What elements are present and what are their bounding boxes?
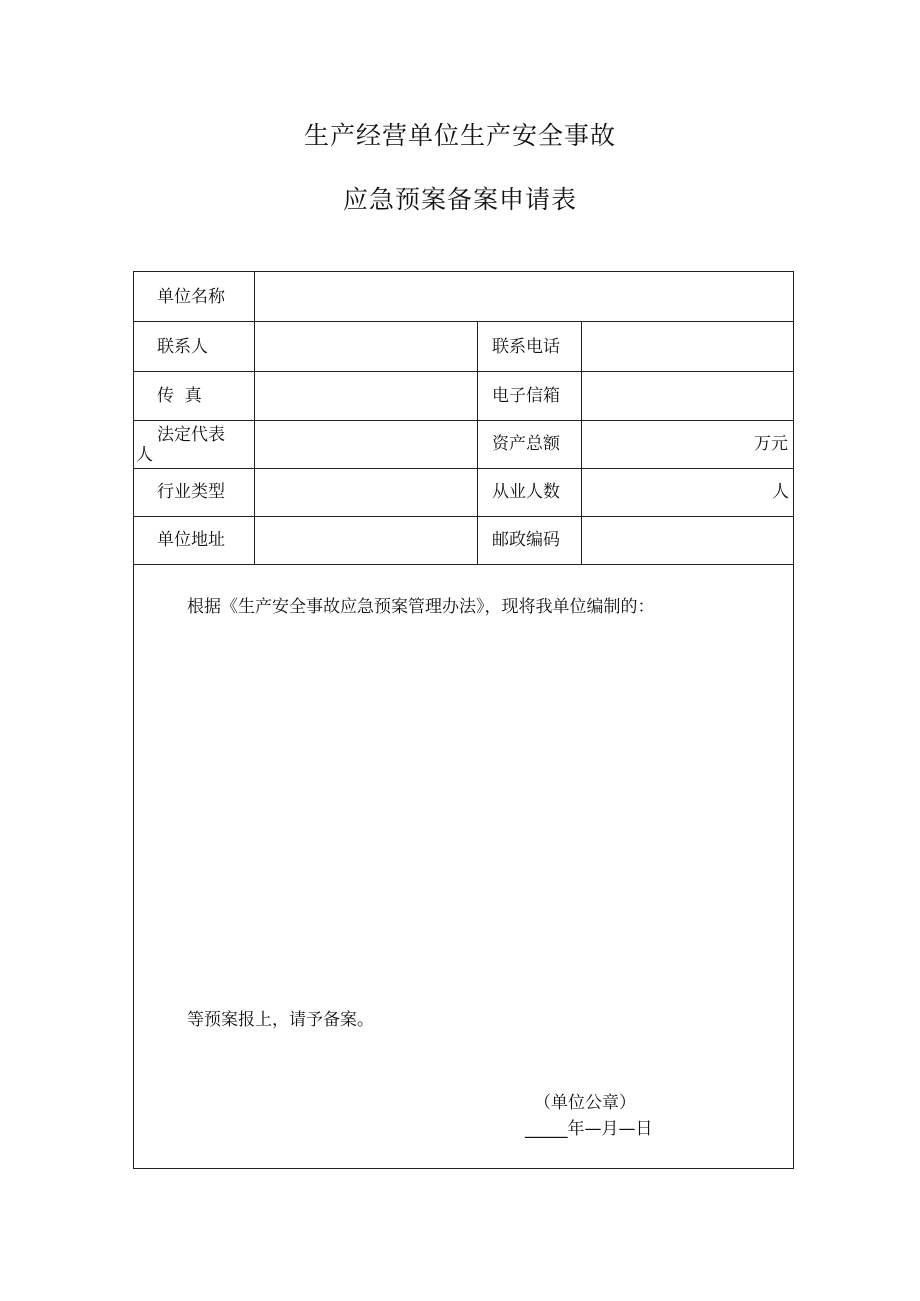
- legal-rep-label: 法定代表: [157, 425, 225, 445]
- document-title-line1: 生产经营单位生产安全事故: [303, 121, 616, 150]
- unit-name-label: 单位名称: [157, 287, 225, 307]
- column-divider: [254, 272, 255, 564]
- email-label: 电子信箱: [492, 386, 560, 406]
- email-field[interactable]: [583, 373, 792, 419]
- phone-label: 联系电话: [492, 337, 560, 357]
- date-line: _____年—月—日: [525, 1119, 653, 1139]
- unit-seal-note: （单位公章）: [534, 1093, 636, 1113]
- fax-field[interactable]: [256, 373, 476, 419]
- address-label: 单位地址: [157, 530, 225, 550]
- phone-field[interactable]: [583, 323, 792, 370]
- column-divider: [477, 321, 478, 564]
- employees-unit: 人: [772, 482, 789, 502]
- filing-application-form: [133, 271, 794, 1169]
- postcode-field[interactable]: [583, 518, 792, 563]
- statement-closing: 等预案报上，请予备案。: [187, 1010, 374, 1030]
- employees-field[interactable]: [583, 470, 768, 515]
- row-divider: [134, 564, 793, 565]
- total-assets-unit: 万元: [754, 434, 788, 454]
- document-title-line2: 应急预案备案申请表: [342, 185, 577, 214]
- row-divider: [134, 468, 793, 469]
- row-divider: [134, 420, 793, 421]
- legal-rep-label-wrap: 人: [136, 445, 153, 465]
- contact-field[interactable]: [256, 323, 476, 370]
- contact-label: 联系人: [157, 337, 208, 357]
- industry-label: 行业类型: [157, 482, 225, 502]
- postcode-label: 邮政编码: [492, 530, 560, 550]
- row-divider: [134, 321, 793, 322]
- unit-name-field[interactable]: [256, 273, 792, 320]
- column-divider: [581, 321, 582, 564]
- employees-label: 从业人数: [492, 482, 560, 502]
- row-divider: [134, 371, 793, 372]
- industry-field[interactable]: [256, 470, 476, 515]
- total-assets-label: 资产总额: [492, 434, 560, 454]
- row-divider: [134, 516, 793, 517]
- legal-rep-field[interactable]: [256, 422, 476, 467]
- fax-label: 传 真: [157, 386, 202, 406]
- total-assets-field[interactable]: [583, 422, 750, 467]
- address-field[interactable]: [256, 518, 476, 563]
- statement-intro: 根据《生产安全事故应急预案管理办法》，现将我单位编制的：: [187, 597, 655, 617]
